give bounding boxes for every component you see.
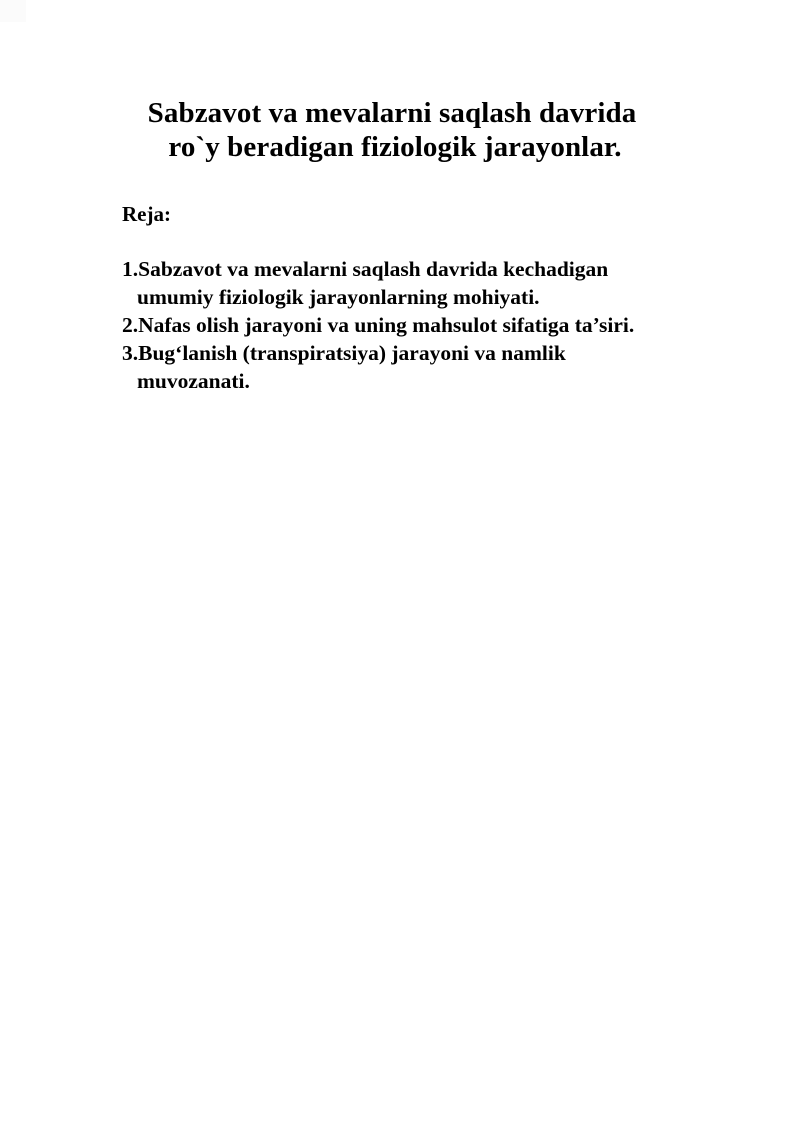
- plan-item-number: 2.: [122, 313, 139, 337]
- plan-list-item: [122, 339, 682, 395]
- plan-heading: Reja:: [122, 202, 171, 226]
- scan-corner-artifact: [0, 0, 26, 22]
- plan-item-number: 1.: [122, 257, 139, 281]
- plan-item-number: 3.: [122, 341, 139, 365]
- page-title: [100, 96, 684, 164]
- plan-item-text: Bug‘lanish (transpiratsiya) jarayoni va namlik muvozanati.: [137, 341, 566, 393]
- plan-list-item: [122, 255, 682, 311]
- plan-list: [122, 255, 682, 395]
- plan-item-text: Nafas olish jarayoni va uning mahsulot sifatiga ta’siri.: [138, 313, 635, 337]
- plan-list-item: [122, 311, 682, 339]
- plan-item-text: Sabzavot va mevalarni saqlash davrida kechadigan umumiy fiziologik jarayonlarning mohiyati.: [137, 257, 609, 309]
- page-title-line-2: ro`y beradigan fiziologik jarayonlar.: [168, 131, 622, 163]
- page-title-line-1: Sabzavot va mevalarni saqlash davrida: [147, 97, 637, 129]
